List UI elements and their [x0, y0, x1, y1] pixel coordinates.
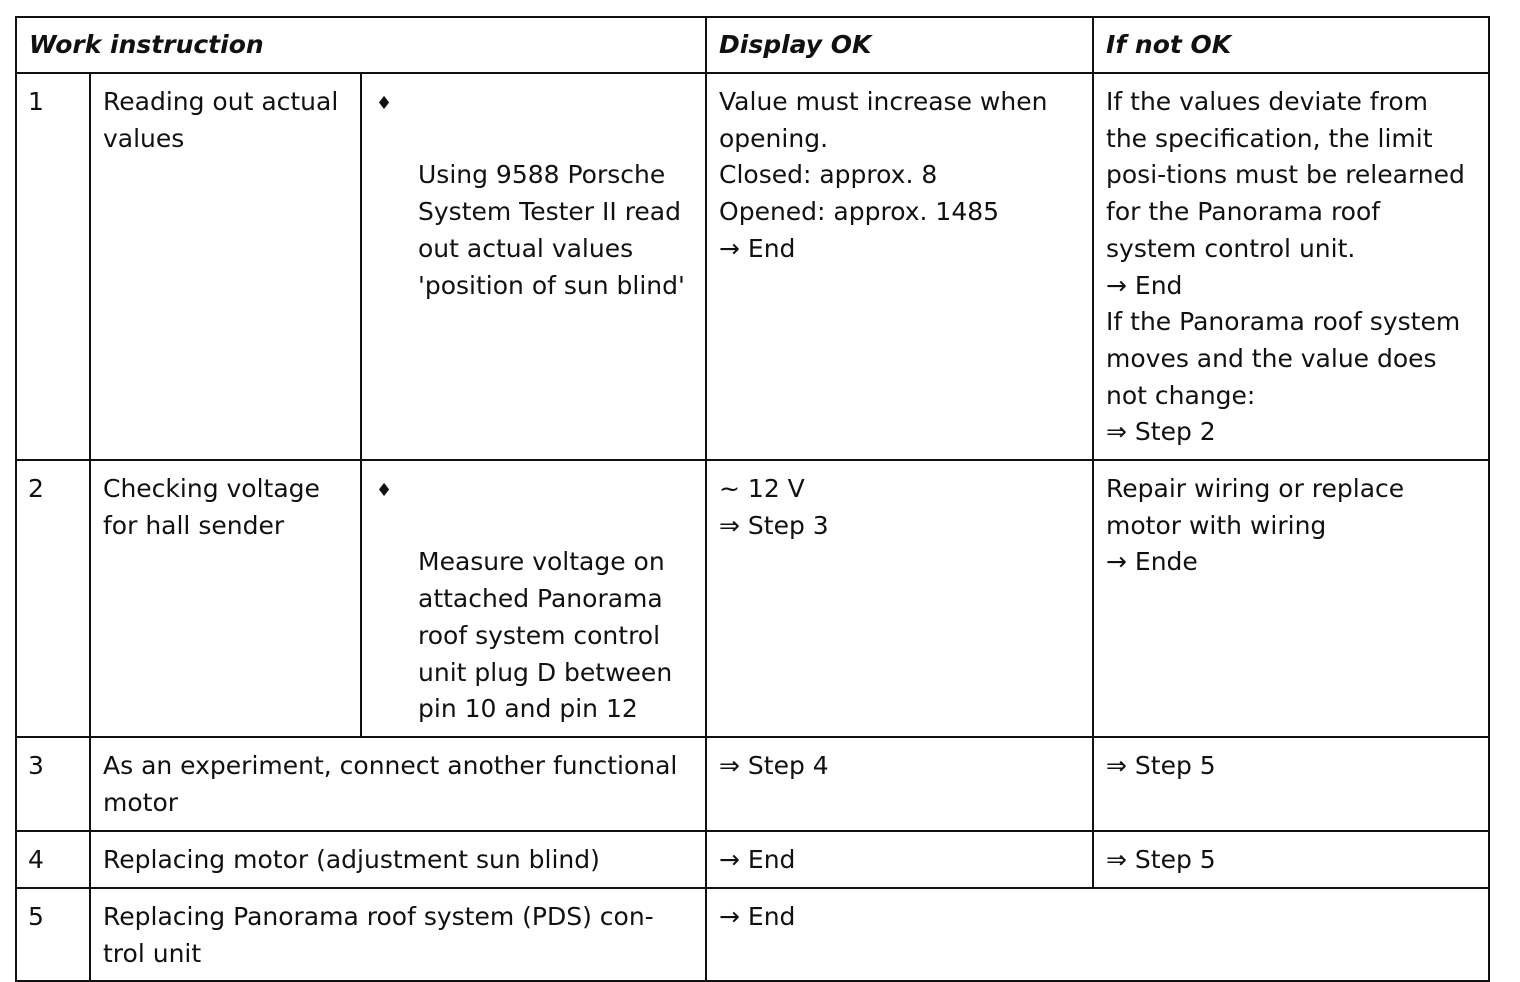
step-instruction [361, 73, 706, 460]
step-number: 4 [16, 831, 90, 888]
table-header-row [16, 17, 1489, 73]
bullet-icon: ♦ [376, 480, 393, 502]
display-ok-cell: → End [706, 888, 1489, 981]
if-not-ok-cell: If the values deviate from the specification, the limit posi-tions must be relearned for the Panorama roof system control unit. → End If the Panorama roof system moves and the value does not change: ⇒ Step 2 [1093, 73, 1489, 460]
step-title: Replacing motor (adjustment sun blind) [90, 831, 706, 888]
header-if-not-ok: If not OK [1093, 17, 1489, 73]
display-ok-cell: → End [706, 831, 1093, 888]
step-title: Reading out actual values [90, 73, 361, 460]
instruction-text: Measure voltage on attached Panorama roof system control unit plug D between pin 10 and pin 12 [418, 547, 673, 724]
step-number: 3 [16, 737, 90, 831]
table-row [16, 831, 1489, 888]
header-display-ok: Display OK [706, 17, 1093, 73]
step-title: As an experiment, connect another functional motor [90, 737, 706, 831]
display-ok-cell: ⇒ Step 4 [706, 737, 1093, 831]
table-row [16, 460, 1489, 737]
if-not-ok-cell: ⇒ Step 5 [1093, 831, 1489, 888]
step-number: 5 [16, 888, 90, 981]
display-ok-cell: ~ 12 V ⇒ Step 3 [706, 460, 1093, 737]
step-title: Checking voltage for hall sender [90, 460, 361, 737]
table-row [16, 73, 1489, 460]
if-not-ok-cell: ⇒ Step 5 [1093, 737, 1489, 831]
display-ok-cell: Value must increase when opening. Closed: approx. 8 Opened: approx. 1485 → End [706, 73, 1093, 460]
step-number: 1 [16, 73, 90, 460]
table-row [16, 888, 1489, 981]
bullet-icon: ♦ [376, 93, 393, 114]
work-instruction-table [15, 16, 1490, 982]
header-work-instruction: Work instruction [16, 17, 706, 73]
if-not-ok-cell: Repair wiring or replace motor with wiring → Ende [1093, 460, 1489, 737]
instruction-text: Using 9588 Porsche System Tester II read out actual values 'position of sun blind' [418, 160, 685, 300]
step-title: Replacing Panorama roof system (PDS) con-trol unit [90, 888, 706, 981]
table-row [16, 737, 1489, 831]
step-instruction [361, 460, 706, 737]
step-number: 2 [16, 460, 90, 737]
